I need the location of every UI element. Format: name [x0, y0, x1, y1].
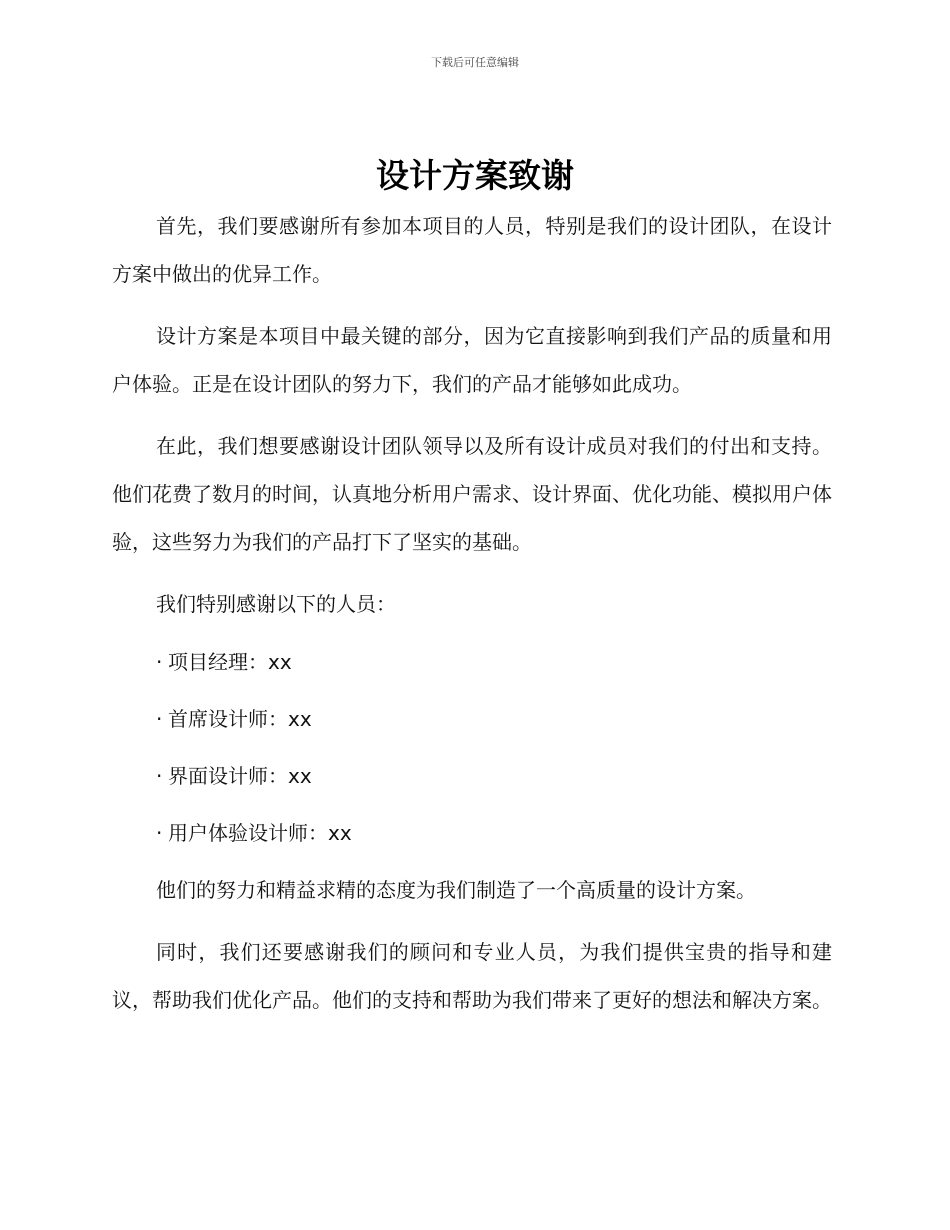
- paragraph: 同时，我们还要感谢我们的顾问和专业人员，为我们提供宝贵的指导和建议，帮助我们优化产品。他们的支持和帮助为我们带来了更好的想法和解决方案。: [112, 940, 832, 1012]
- thanks-list-item: [112, 809, 832, 866]
- bullet: ·: [156, 650, 163, 674]
- paragraph: 在此，我们想要感谢设计团队领导以及所有设计成员对我们的付出和支持。他们花费了数月的时间，认真地分析用户需求、设计界面、优化功能、模拟用户体验，这些努力为我们的产品打下了坚实的基础。: [112, 434, 832, 554]
- paragraph: 首先，我们要感谢所有参加本项目的人员，特别是我们的设计团队，在设计方案中做出的优异工作。: [112, 214, 832, 286]
- paragraph: 设计方案是本项目中最关键的部分，因为它直接影响到我们产品的质量和用户体验。正是在设计团队的努力下，我们的产品才能够如此成功。: [112, 324, 832, 396]
- document-title: 设计方案致谢: [376, 156, 574, 195]
- thanks-list-item-text: 用户体验设计师：xx: [168, 821, 352, 845]
- bullet: ·: [156, 821, 163, 845]
- thanks-list-item: [112, 695, 832, 752]
- thanks-list-item: [112, 752, 832, 809]
- thanks-list-item-text: 首席设计师：xx: [168, 707, 312, 731]
- bullet: ·: [156, 707, 163, 731]
- header-note: 下载后可任意编辑: [431, 56, 519, 69]
- thanks-intro: 我们特别感谢以下的人员：: [156, 592, 396, 616]
- bullet: ·: [156, 764, 163, 788]
- paragraph: 他们的努力和精益求精的态度为我们制造了一个高质量的设计方案。: [156, 878, 756, 902]
- thanks-list-item: [112, 638, 832, 695]
- thanks-list-item-text: 界面设计师：xx: [168, 764, 312, 788]
- document-body: [112, 202, 832, 1038]
- thanks-list-item-text: 项目经理：xx: [168, 650, 292, 674]
